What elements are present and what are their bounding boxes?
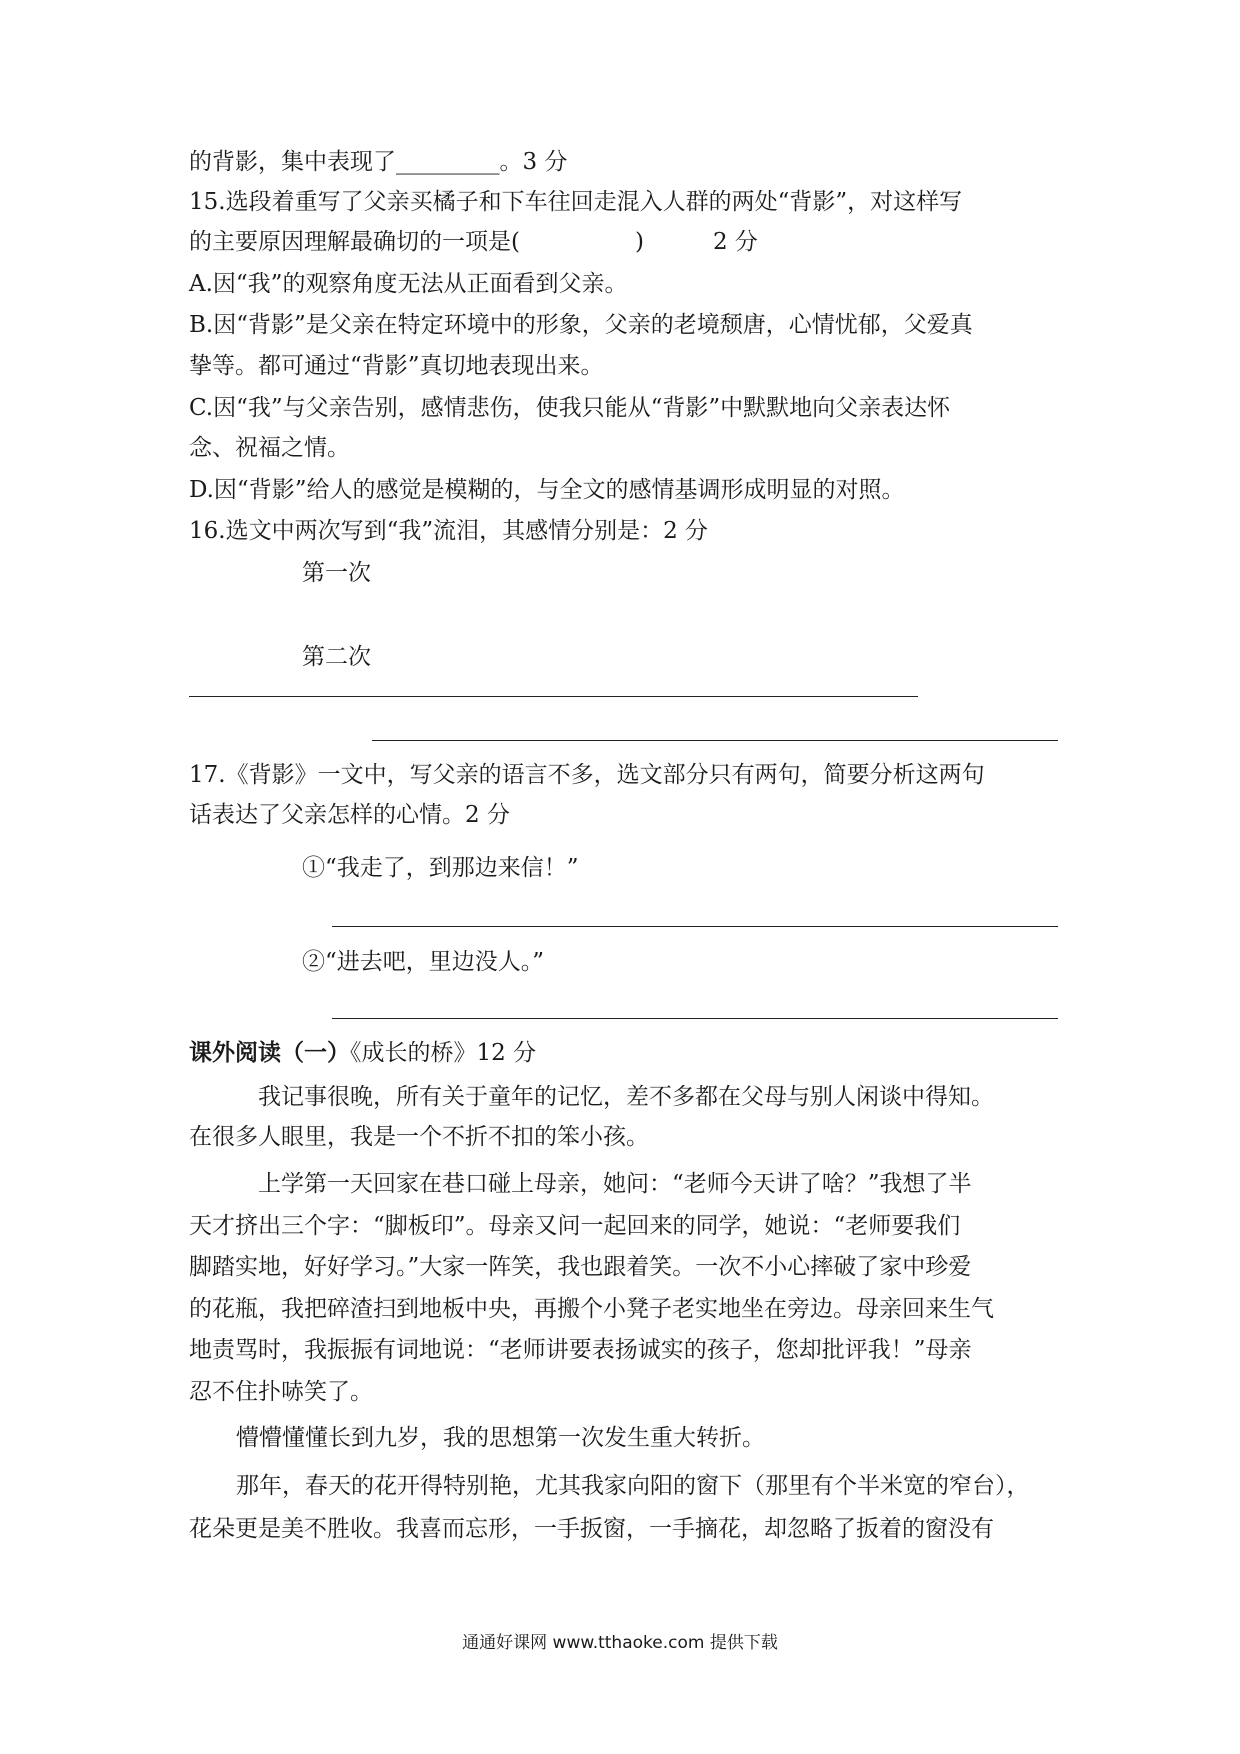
q17-sentence-2: ②“进去吧，里边没人。” <box>302 949 545 975</box>
q15-option-c-line1: C.因“我”与父亲告别，感情悲伤，使我只能从“背影”中默默地向父亲表达怀 <box>189 395 951 421</box>
q14-tail: 的背影，集中表现了_________。3 分 <box>189 149 568 175</box>
reading-heading <box>189 1033 1059 1073</box>
q17-sentence-1: ①“我走了，到那边来信！” <box>302 855 579 881</box>
para2-line5: 地责骂时，我振振有词地说：“老师讲要表扬诚实的孩子，您却批评我！”母亲 <box>189 1337 972 1363</box>
para4-line2: 花朵更是美不胜收。我喜而忘形，一手扳窗，一手摘花，却忽略了扳着的窗没有 <box>189 1516 994 1542</box>
q15-stem-line1: 15.选段着重写了父亲买橘子和下车往回走混入人群的两处“背影”，对这样写 <box>189 189 963 215</box>
q16-second-label: 第二次 <box>302 644 371 670</box>
q16-second-answer-line <box>372 740 1058 741</box>
para2-line3: 脚踏实地，好好学习。”大家一阵笑，我也跟着笑。一次不小心摔破了家中珍爱 <box>189 1254 972 1280</box>
para3: 懵懵懂懂长到九岁，我的思想第一次发生重大转折。 <box>236 1425 765 1451</box>
q17-answer-line-1 <box>332 926 1058 927</box>
q15-option-b-line2: 挚等。都可通过“背影”真切地表现出来。 <box>189 353 604 379</box>
para2-line2: 天才挤出三个字：“脚板印”。母亲又问一起回来的同学，她说：“老师要我们 <box>189 1213 961 1239</box>
q15-option-d: D.因“背影”给人的感觉是模糊的，与全文的感情基调形成明显的对照。 <box>189 477 905 503</box>
q16-first-answer-line <box>189 696 918 697</box>
para4-line1: 那年，春天的花开得特别艳，尤其我家向阳的窗下（那里有个半米宽的窄台）， <box>236 1473 1030 1499</box>
reading-heading-title: 《成长的桥》12 分 <box>350 1040 537 1066</box>
q15-option-b-line1: B.因“背影”是父亲在特定环境中的形象，父亲的老境颓唐，心情忧郁，父爱真 <box>189 312 973 338</box>
q17-answer-line-2 <box>332 1018 1058 1019</box>
q16-first-label: 第一次 <box>302 560 371 586</box>
para2-line6: 忍不住扑哧笑了。 <box>189 1379 373 1405</box>
para2-line1: 上学第一天回家在巷口碰上母亲，她问：“老师今天讲了啥？”我想了半 <box>258 1171 972 1197</box>
para2-line4: 的花瓶，我把碎渣扫到地板中央，再搬个小凳子老实地坐在旁边。母亲回来生气 <box>189 1296 994 1322</box>
q17-stem-line1: 17.《背影》一文中，写父亲的语言不多，选文部分只有两句，简要分析这两句 <box>189 762 985 788</box>
para1-line2: 在很多人眼里，我是一个不折不扣的笨小孩。 <box>189 1124 649 1150</box>
q15-stem-line2: 的主要原因理解最确切的一项是( ) 2 分 <box>189 229 758 255</box>
q17-stem-line2: 话表达了父亲怎样的心情。2 分 <box>189 802 510 828</box>
page-footer: 通通好课网 www.tthaoke.com 提供下载 <box>462 1633 778 1653</box>
q15-option-c-line2: 念、祝福之情。 <box>189 435 350 461</box>
reading-heading-label: 课外阅读（一） <box>189 1039 350 1066</box>
para1-line1: 我记事很晚，所有关于童年的记忆，差不多都在父母与别人闲谈中得知。 <box>258 1084 994 1110</box>
q16-stem: 16.选文中两次写到“我”流泪，其感情分别是：2 分 <box>189 518 709 544</box>
q15-option-a: A.因“我”的观察角度无法从正面看到父亲。 <box>189 271 628 297</box>
